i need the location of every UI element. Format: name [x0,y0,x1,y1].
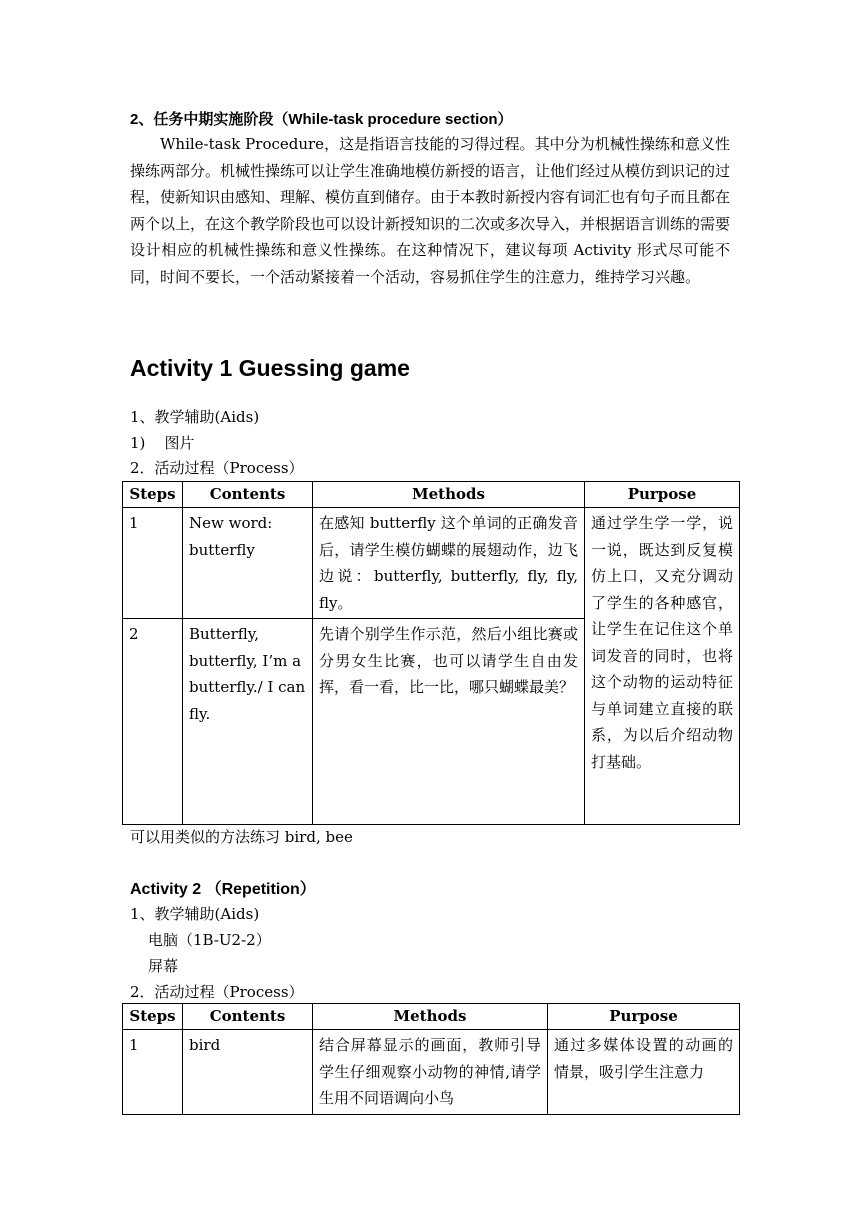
activity2-aids-label: 1、教学辅助(Aids) [130,905,260,923]
activity1-process-label: 2．活动过程（Process） [130,459,304,477]
table-row [123,1030,740,1115]
activity2-table [122,1003,740,1115]
cell-contents: bird [183,1030,313,1115]
cell-methods: 结合屏幕显示的画面，教师引导学生仔细观察小动物的神情,请学生用不同语调向小鸟 [313,1030,548,1115]
activity2-process-label: 2．活动过程（Process） [130,983,304,1001]
activity2-aids-item: 电脑（1B-U2-2） [148,931,271,949]
intro-paragraph [130,131,730,290]
cell-step: 2 [123,619,183,825]
cell-purpose: 通过多媒体设置的动画的情景，吸引学生注意力 [548,1030,740,1115]
header-methods: Methods [313,1004,548,1030]
cell-step: 1 [123,508,183,619]
table-row [123,508,740,619]
section-title: 2、任务中期实施阶段（While-task procedure section） [130,111,513,128]
activity2-title: Activity 2 （Repetition） [130,881,316,898]
cell-methods: 先请个别学生作示范，然后小组比赛或分男女生比赛，也可以请学生自由发挥，看一看，比一比，哪只蝴蝶最美？ [313,619,585,825]
header-steps: Steps [123,1004,183,1030]
header-purpose: Purpose [585,482,740,508]
table-header-row [123,1004,740,1030]
cell-methods: 在感知 butterfly 这个单词的正确发音后，请学生模仿蝴蝶的展翅动作，边飞边说：butterfly, butterfly, fly, fly, fly。 [313,508,585,619]
header-contents: Contents [183,482,313,508]
cell-step: 1 [123,1030,183,1115]
header-steps: Steps [123,482,183,508]
activity1-title: Activity 1 Guessing game [130,355,410,381]
cell-contents: Butterfly, butterfly, I’m a butterfly./ I can fly. [183,619,313,825]
activity1-aids-item: 1) 图片 [130,434,195,452]
activity1-aids-label: 1、教学辅助(Aids) [130,408,260,426]
activity2-aids-item: 屏幕 [148,957,179,975]
cell-purpose: 通过学生学一学，说一说，既达到反复模仿上口，又充分调动了学生的各种感官，让学生在记住这个单词发音的同时，也将这个动物的运动特征与单词建立直接的联系，为以后介绍动物打基础。 [585,508,740,825]
activity1-table [122,481,740,825]
header-purpose: Purpose [548,1004,740,1030]
activity1-note: 可以用类似的方法练习 bird, bee [130,828,353,846]
intro-paragraph-text: While-task Procedure，这是指语言技能的习得过程。其中分为机械性操练和意义性操练两部分。机械性操练可以让学生准确地模仿新授的语言，让他们经过从模仿到识记的过程，使新知识由感知、理解、模仿直到储存。由于本教时新授内容有词汇也有句子而且都在两个以上，在这个教学阶段也可以设计新授知识的二次或多次导入，并根据语言训练的需要设计相应的机械性操练和意义性操练。在这种情况下，建议每项 Activity 形式尽可能不同，时间不要长，一个活动紧接着一个活动，容易抓住学生的注意力，维持学习兴趣。 [130,135,731,286]
header-methods: Methods [313,482,585,508]
header-contents: Contents [183,1004,313,1030]
cell-contents: New word: butterfly [183,508,313,619]
table-header-row [123,482,740,508]
